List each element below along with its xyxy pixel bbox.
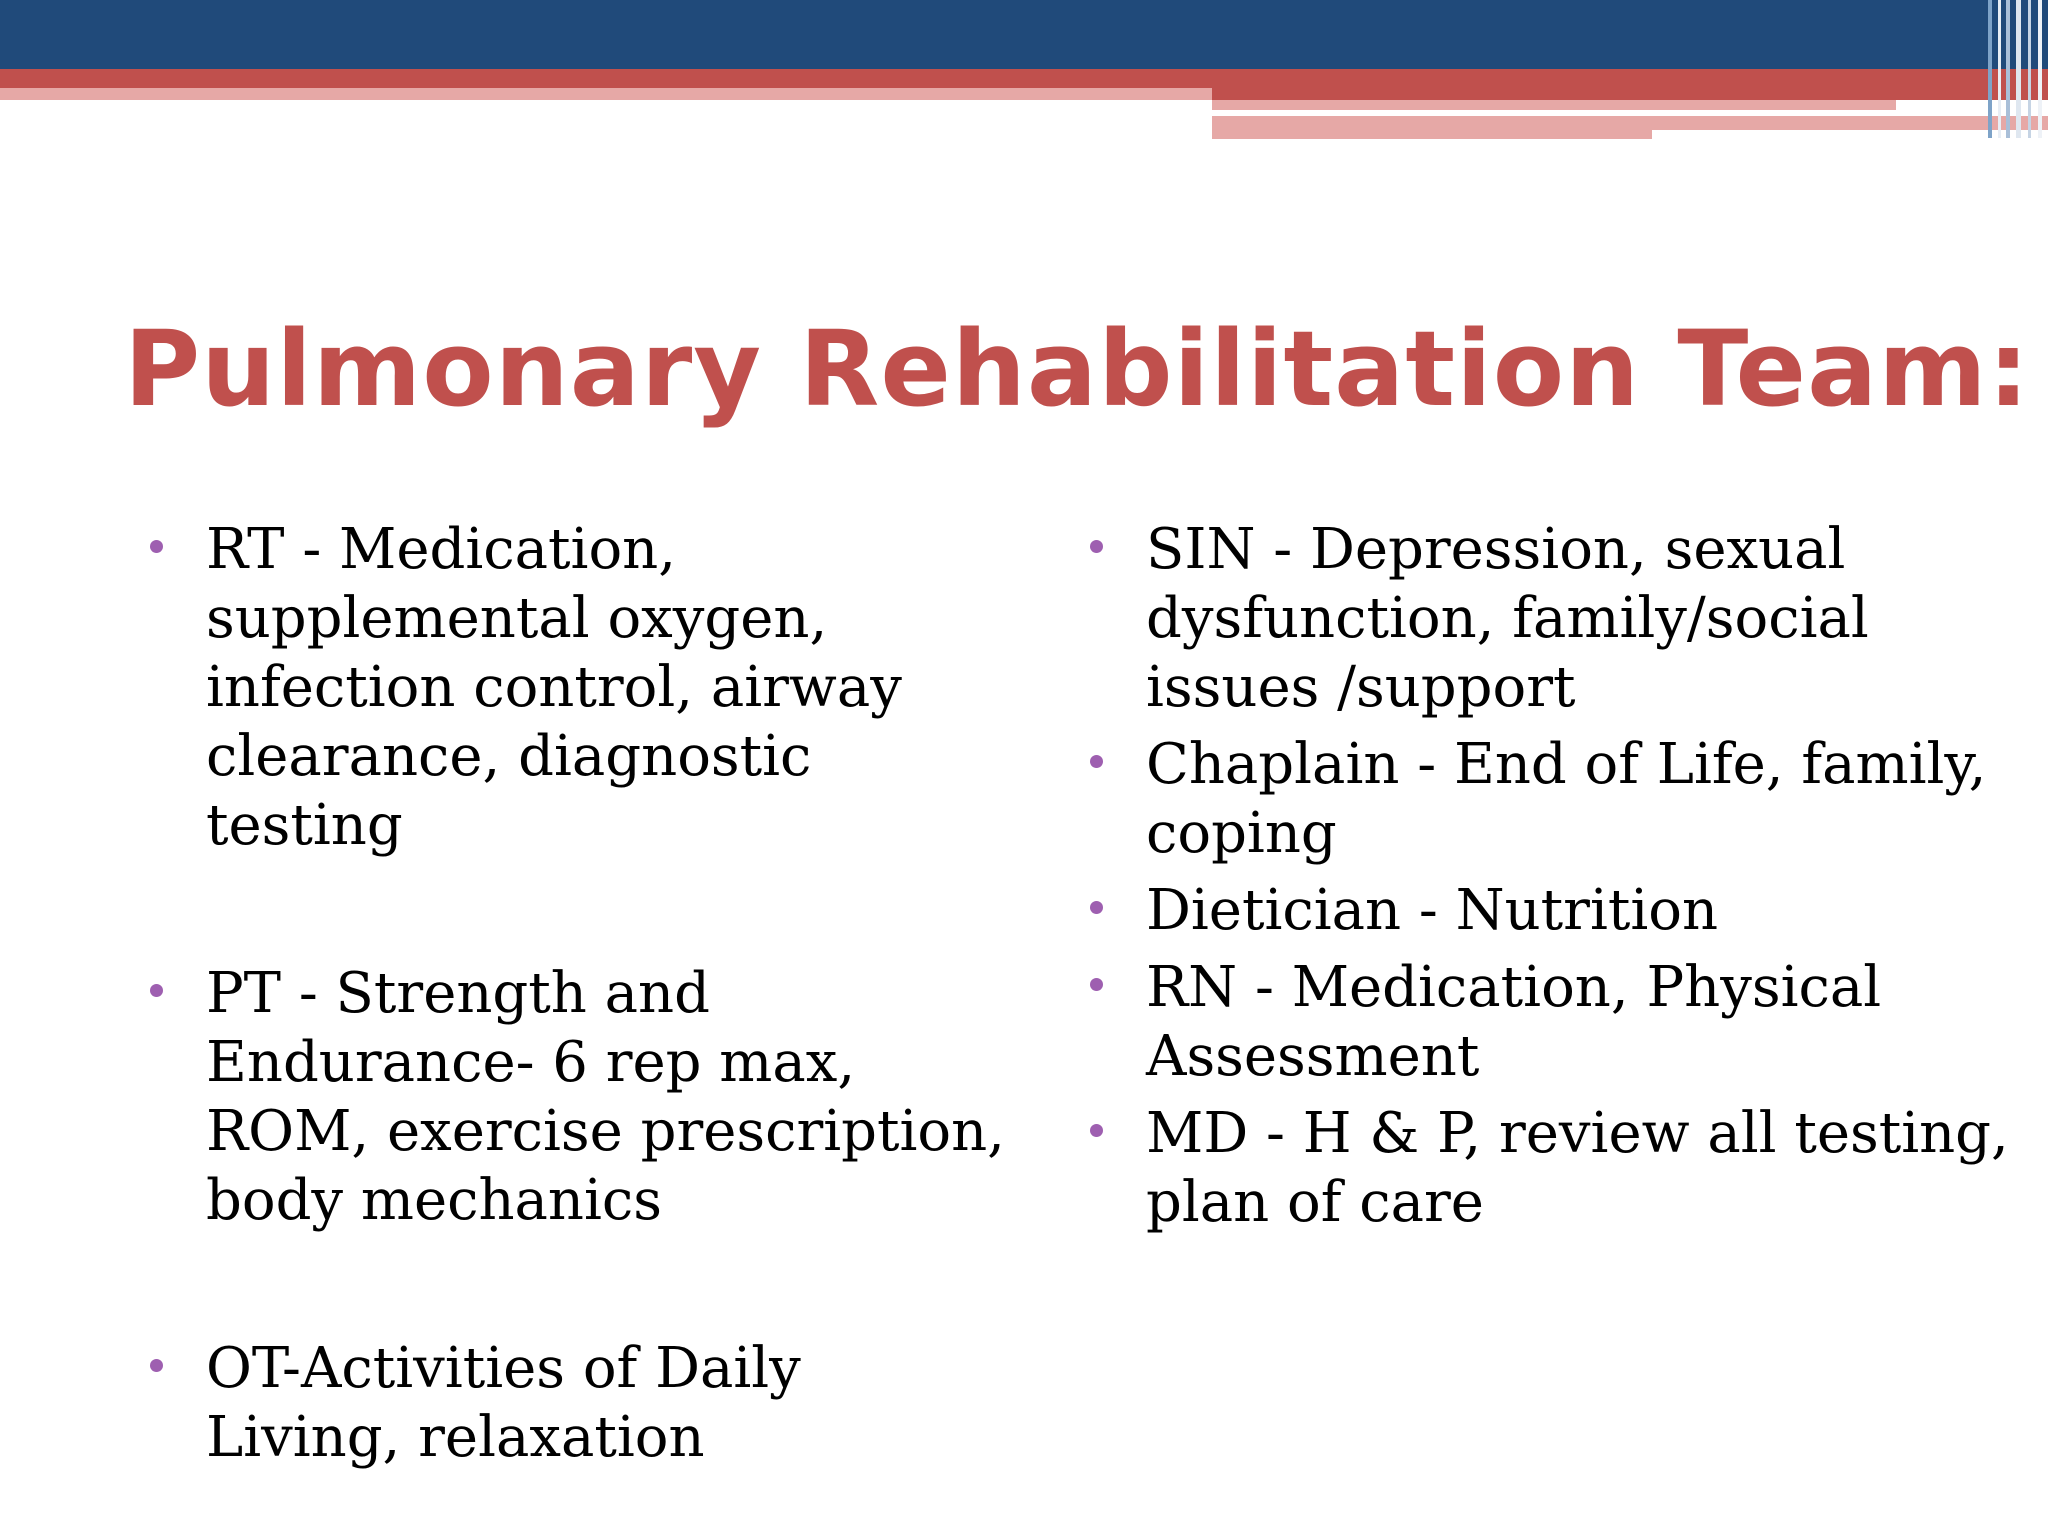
bullet-dot-icon <box>1090 540 1103 553</box>
list-item <box>146 515 1006 860</box>
right-bullet-list <box>1086 515 2026 1237</box>
list-item-text: OT-Activities of Daily Living, relaxation <box>206 1336 801 1470</box>
list-item <box>1086 515 2026 722</box>
bullet-dot-icon <box>1090 1124 1103 1137</box>
bullet-dot-icon <box>1090 755 1103 768</box>
list-item-text: SIN - Depression, sexual dysfunction, family/social issues /support <box>1146 517 1869 720</box>
list-item <box>146 1334 1006 1472</box>
header-vertical-stripe <box>1988 0 1992 138</box>
left-bullet-list <box>146 515 1006 1472</box>
header-vertical-stripe <box>2038 0 2042 138</box>
list-item-text: MD - H & P, review all testing, plan of care <box>1146 1101 2009 1235</box>
list-item <box>1086 1099 2026 1237</box>
slide-title: Pulmonary Rehabilitation Team: <box>124 308 2031 430</box>
header-pink-bar-low <box>1212 130 1652 139</box>
list-item-text: Chaplain - End of Life, family, coping <box>1146 732 1987 866</box>
header-red-bar <box>0 69 2048 88</box>
list-item-text: Dietician - Nutrition <box>1146 878 1719 943</box>
header-navy-bar <box>0 0 2048 69</box>
header-vertical-stripe <box>2006 0 2010 138</box>
header-red-bar-right <box>1212 88 2048 100</box>
list-item-text: RN - Medication, Physical Assessment <box>1146 955 1882 1089</box>
header-vertical-stripe <box>1998 0 2001 138</box>
bullet-dot-icon <box>150 984 163 997</box>
list-item-text: RT - Medication, supplemental oxygen, infection control, airway clearance, diagnostic testing <box>206 517 902 858</box>
list-item <box>146 959 1006 1235</box>
header-pink-bar-left <box>0 88 1212 100</box>
bullet-dot-icon <box>150 540 163 553</box>
list-item <box>1086 953 2026 1091</box>
header-pink-bar-right <box>1212 116 2048 130</box>
header-pink-stripe <box>1212 100 1896 110</box>
list-item-text: PT - Strength and Endurance- 6 rep max, ROM, exercise prescription, body mechanics <box>206 961 1005 1233</box>
left-column <box>146 515 1006 1472</box>
bullet-dot-icon <box>150 1359 163 1372</box>
bullet-dot-icon <box>1090 901 1103 914</box>
right-column <box>1086 515 2026 1237</box>
bullet-dot-icon <box>1090 978 1103 991</box>
header-vertical-stripe <box>2028 0 2031 138</box>
list-item <box>1086 876 2026 945</box>
list-item <box>1086 730 2026 868</box>
header-vertical-stripe <box>2016 0 2021 138</box>
